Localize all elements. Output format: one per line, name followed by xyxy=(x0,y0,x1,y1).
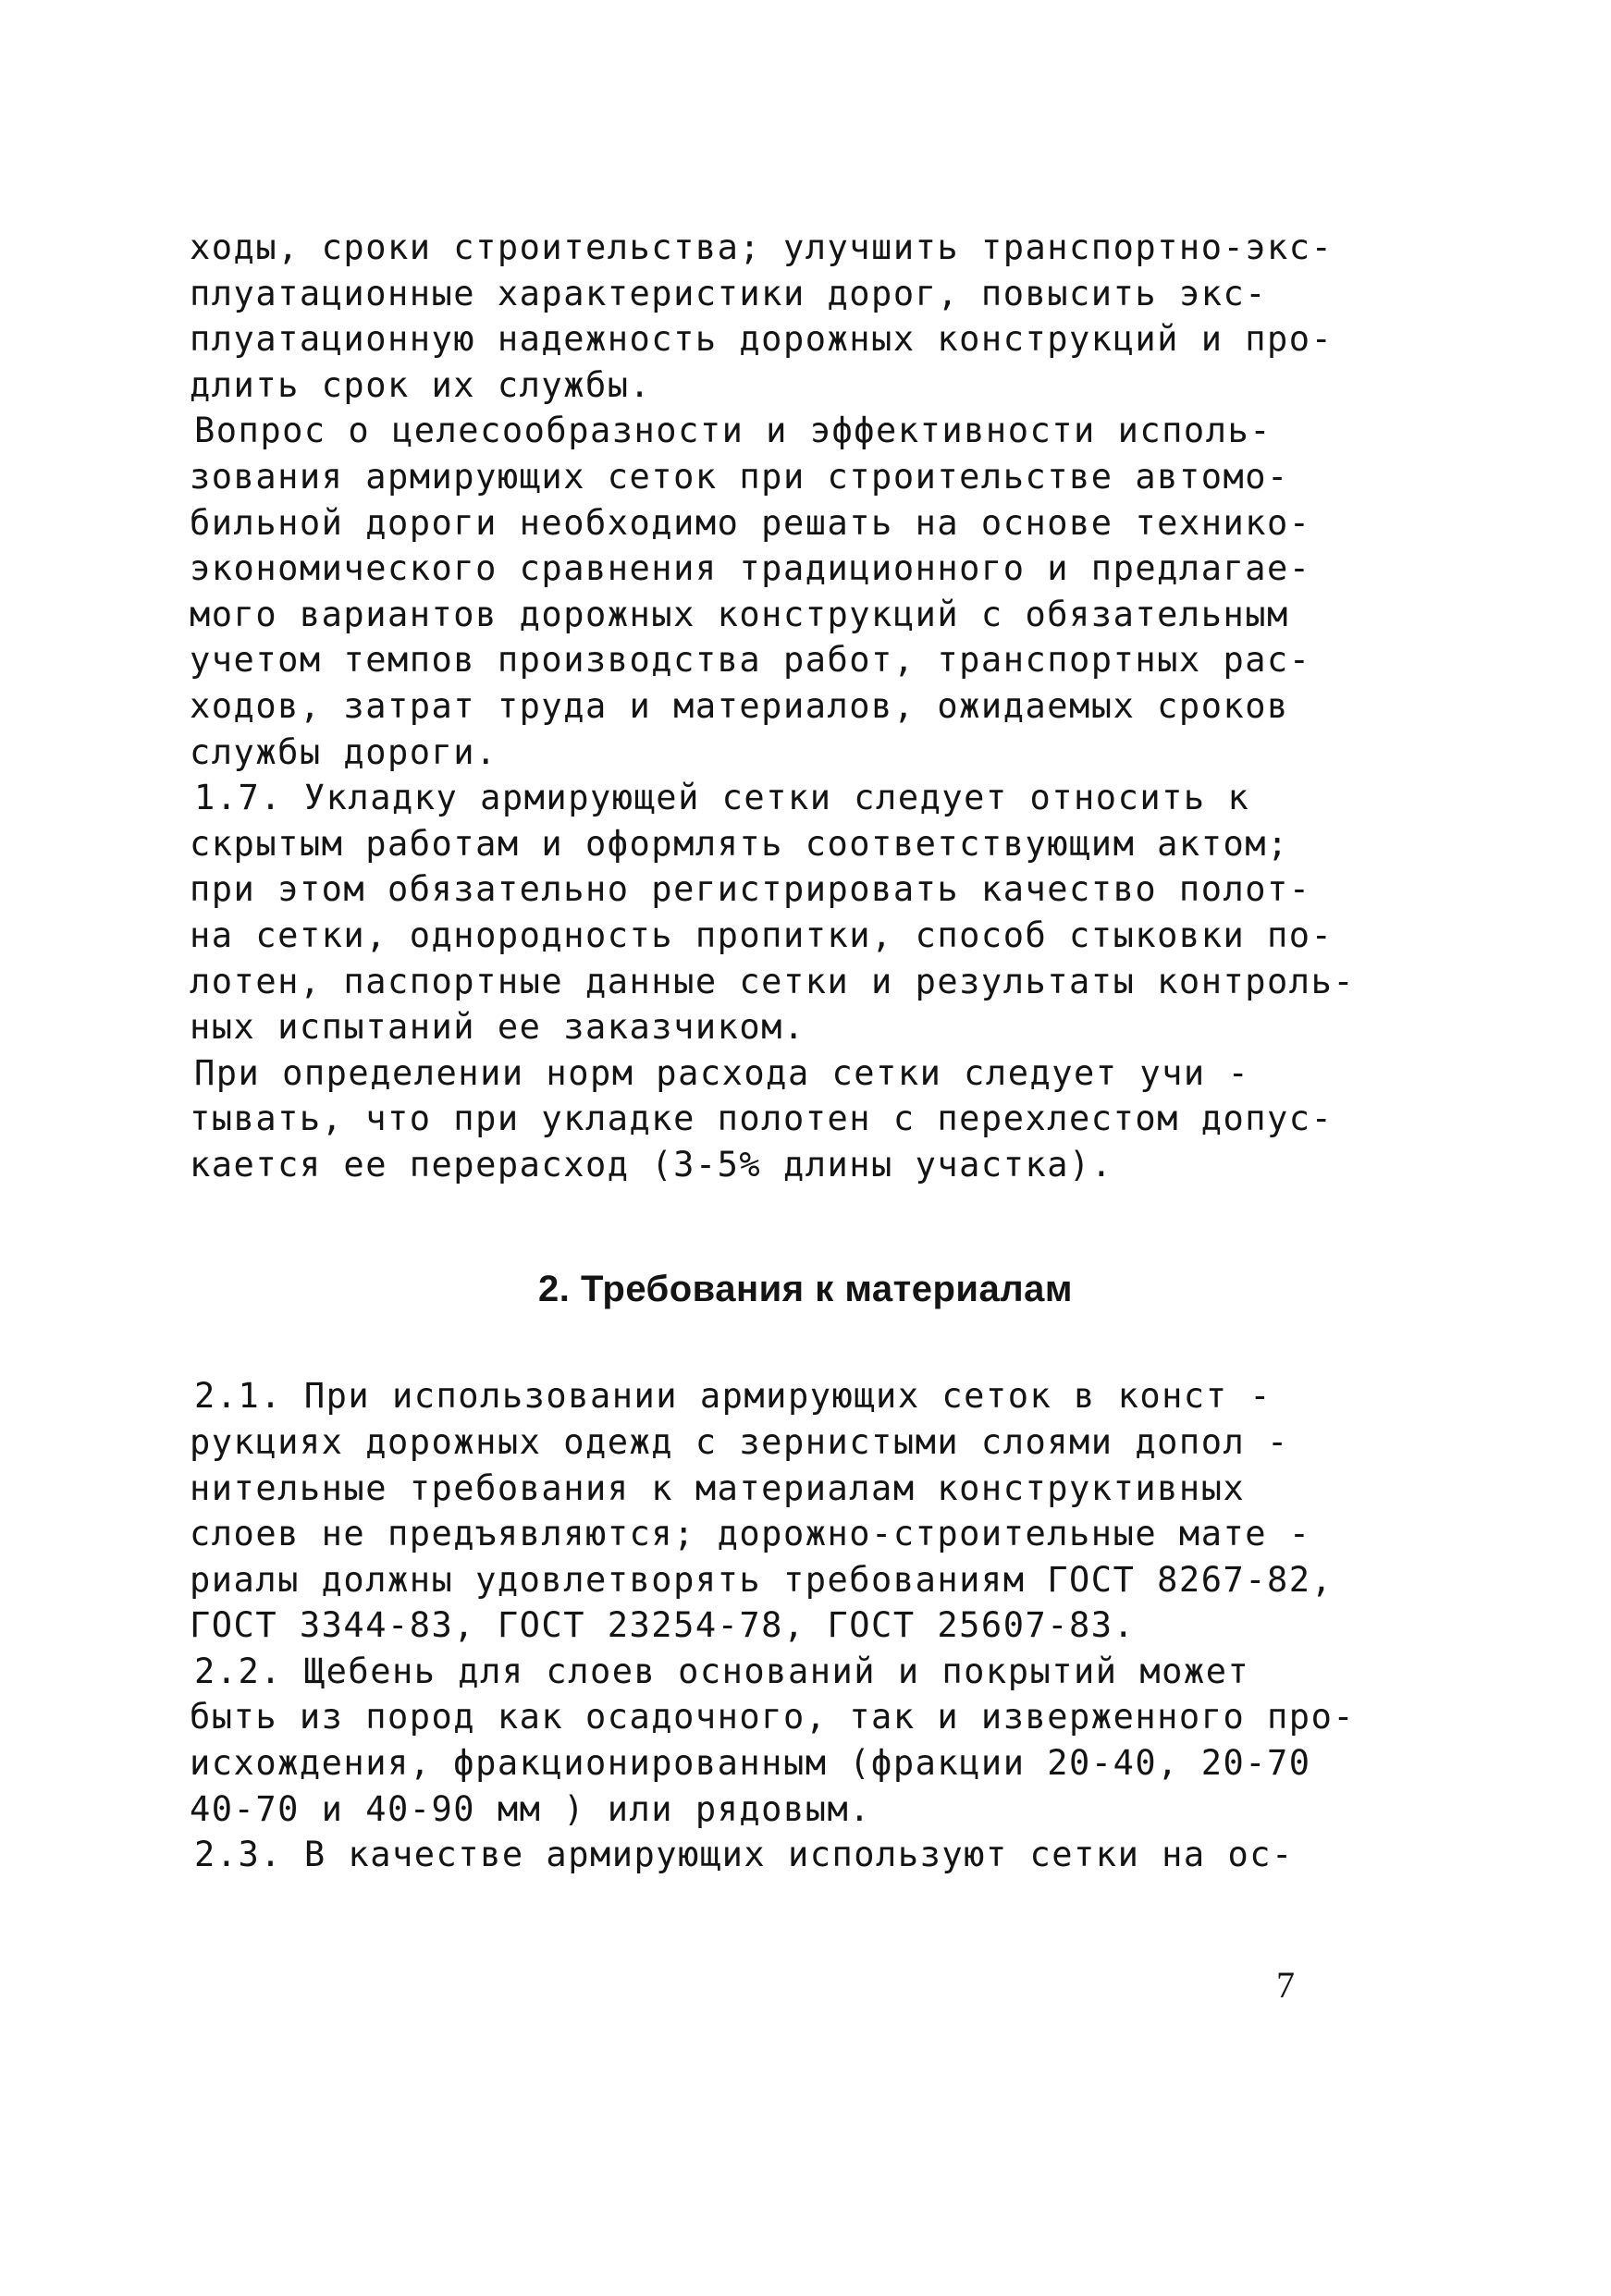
text-line: при этом обязательно регистрировать качество полот- xyxy=(190,869,1311,909)
text-line: ных испытаний ее заказчиком. xyxy=(190,1007,806,1047)
text-line: кается ее перерасход (3-5% длины участка). xyxy=(190,1145,1113,1185)
text-line: ходов, затрат труда и материалов, ожидаемых сроков xyxy=(190,686,1289,726)
text-line: мого вариантов дорожных конструкций с обязательным xyxy=(190,595,1289,634)
text-line: учетом темпов производства работ, транспортных рас- xyxy=(190,640,1311,680)
text-line: плуатационную надежность дорожных конструкций и про- xyxy=(190,319,1334,359)
text-line: рукциях дорожных одежд с зернистыми слоями допол - xyxy=(190,1422,1289,1462)
text-line: бильной дороги необходимо решать на основе технико- xyxy=(190,503,1311,543)
text-line: 2.1. При использовании армирующих сеток в конст - xyxy=(194,1376,1273,1416)
text-line: тывать, что при укладке полотен с перехлестом допус- xyxy=(190,1099,1334,1138)
text-line: экономического сравнения традиционного и предлагае- xyxy=(190,548,1311,588)
section-heading: 2. Требования к материалам xyxy=(538,1269,1073,1309)
text-line: слоев не предъявляются; дорожно-строительные мате - xyxy=(190,1514,1311,1553)
page-number: 7 xyxy=(1276,1964,1295,2006)
text-line: быть из пород как осадочного, так и изверженного про- xyxy=(190,1697,1356,1737)
text-line: исхождения, фракционированным (фракции 20-40, 20-70 xyxy=(190,1743,1311,1783)
text-line: При определении норм расхода сетки следует учи - xyxy=(194,1053,1250,1093)
text-line: зования армирующих сеток при строительстве автомо- xyxy=(190,457,1289,497)
text-line: 40-70 и 40-90 мм ) или рядовым. xyxy=(190,1789,872,1829)
text-line: 1.7. Укладку армирующей сетки следует относить к xyxy=(194,778,1250,817)
text-line: скрытым работам и оформлять соответствующим актом; xyxy=(190,824,1289,864)
text-line: ходы, сроки строительства; улучшить транспортно-экс- xyxy=(190,227,1334,267)
text-line: 2.3. В качестве армирующих используют сетки на ос- xyxy=(194,1835,1294,1874)
text-line: службы дороги. xyxy=(190,732,498,772)
text-line: риалы должны удовлетворять требованиям ГОСТ 8267-82, xyxy=(190,1560,1334,1600)
text-line: ГОСТ 3344-83, ГОСТ 23254-78, ГОСТ 25607-83. xyxy=(190,1605,1136,1645)
text-line: плуатационные характеристики дорог, повысить экс- xyxy=(190,274,1268,313)
text-line: нительные требования к материалам конструктивных xyxy=(190,1468,1246,1508)
text-line: 2.2. Щебень для слоев оснований и покрытий может xyxy=(194,1651,1250,1691)
text-line: Вопрос о целесообразности и эффективности исполь- xyxy=(194,411,1273,450)
text-line: на сетки, однородность пропитки, способ стыковки по- xyxy=(190,915,1334,955)
text-line: длить срок их службы. xyxy=(190,365,652,405)
text-line: лотен, паспортные данные сетки и результаты контроль- xyxy=(190,962,1356,1001)
